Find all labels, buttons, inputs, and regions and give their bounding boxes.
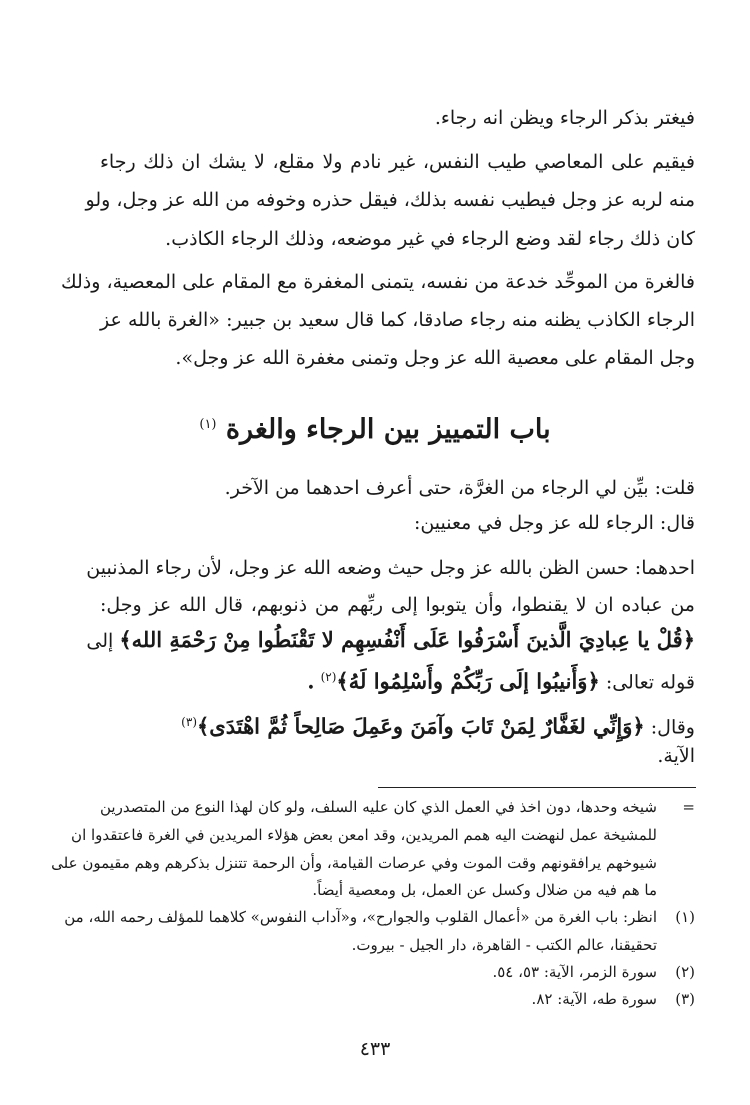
footnote-text: شيوخهم يرافقونهم وقت الموت وفي عرصات القيامة، وأن الرحمة تتنزل بذكرهم وهم مقيمون على xyxy=(51,854,657,872)
footnote-divider xyxy=(378,787,696,788)
verse-line xyxy=(100,661,695,693)
body-line: منه لربه عز وجل فيطيب نفسه بذلك، فيقل حذره وخوفه من الله عز وجل، ولو xyxy=(85,189,695,211)
footnote-text: تحقيقنا، عالم الكتب - القاهرة، دار الجيل - بيروت. xyxy=(351,936,657,954)
verse-intro: قوله تعالى: xyxy=(605,671,695,694)
footnote-text: شيخه وحدها، دون اخذ في العمل الذي كان عليه السلف، ولو كان لهذا النوع من المتصدرين xyxy=(100,798,657,816)
body-line: فيغتر بذكر الرجاء ويظن انه رجاء. xyxy=(434,107,695,129)
verse-intro: وقال: xyxy=(650,716,695,739)
footnote-text: سورة طه، الآية: ٨٢. xyxy=(531,990,657,1008)
body-line: الرجاء الكاذب يظنه منه رجاء صادقا، كما قال سعيد بن جبير: «الغرة بالله عز xyxy=(100,309,695,331)
body-line: احدهما: حسن الظن بالله عز وجل حيث وضعه الله عز وجل، لأن رجاء المذنبين xyxy=(86,557,695,579)
footnote-text: انظر: باب الغرة من «أعمال القلوب والجوارح»، و«آداب النفوس» كلاهما للمؤلف رحمه الله، من xyxy=(64,908,657,926)
footnote-line xyxy=(100,878,695,902)
quran-verse: ﴿قُلْ يا عِبادِيَ الَّذينَ أَسْرَفُوا عَلَى أَنْفُسِهِم لا تَقْنَطُوا مِنْ رَحْمَةِ الله﴾ xyxy=(119,627,695,652)
footnote-line xyxy=(100,960,695,984)
footnote-line xyxy=(100,795,695,819)
body-line: فيقيم على المعاصي طيب النفس، غير نادم ولا مقلع، لا يشك ان ذلك رجاء xyxy=(100,151,695,173)
verse-end: . xyxy=(307,668,315,694)
footnote-line xyxy=(100,933,695,957)
body-line: الآية. xyxy=(657,745,695,767)
heading-title: باب التمييز بين الرجاء والغرة xyxy=(225,414,551,445)
body-line: وجل المقام على معصية الله عز وجل وتمنى مغفرة الله عز وجل». xyxy=(175,347,695,369)
verse-line xyxy=(86,624,695,656)
footnote-ref: (١) xyxy=(199,417,217,432)
page-number: ٤٣٣ xyxy=(359,1038,391,1060)
question-line: قلت: بيِّن لي الرجاء من الغرَّة، حتى أعرف احدهما من الآخر. xyxy=(224,477,695,499)
footnote-number: (٣) xyxy=(675,990,695,1008)
answer-line: قال: الرجاء لله عز وجل في معنيين: xyxy=(413,512,695,534)
footnote-number: (١) xyxy=(675,908,695,926)
footnote-line xyxy=(64,905,695,929)
footnote-text: ما هم فيه من ضلال وكسل عن العمل، بل ومعصية أيضاً. xyxy=(312,881,657,899)
quran-verse: ﴿وَأَنيبُوا إلَى رَبِّكُمْ وأَسْلِمُوا لَهُ﴾ xyxy=(336,668,600,694)
continuation-mark: = xyxy=(682,798,695,816)
footnote-text: للمشيخة عمل لنهضت اليه همم المريدين، وقد امعن بعض هؤلاء المريدين في الغرة فاعتقدوا ان xyxy=(71,826,657,844)
body-line: كان ذلك رجاء لقد وضع الرجاء في غير موضعه، وذلك الرجاء الكاذب. xyxy=(165,228,695,250)
section-heading xyxy=(0,400,750,455)
verse-line xyxy=(100,706,695,738)
body-line: من عباده ان لا يقنطوا، وأن يتوبوا إلى ربِّهم من ذنوبهم، قال الله عز وجل: xyxy=(100,594,695,616)
footnote-ref: (٢) xyxy=(320,670,337,684)
footnote-text: سورة الزمر، الآية: ٥٣، ٥٤. xyxy=(492,963,657,981)
quran-verse: ﴿وَإِنِّي لغَفَّارٌ لِمَنْ تَابَ وآمَنَ وعَمِلَ صَالِحاً ثُمَّ اهْتَدَى﴾ xyxy=(197,713,645,739)
footnote-ref: (٣) xyxy=(181,715,197,729)
footnote-number: (٢) xyxy=(675,963,695,981)
body-line: فالغرة من الموحِّد خدعة من نفسه، يتمنى المغفرة مع المقام على المعصية، وذلك xyxy=(60,271,695,293)
footnote-line xyxy=(100,987,695,1011)
footnote-line xyxy=(71,823,695,847)
verse-continuation: إلى xyxy=(86,630,114,652)
footnote-line xyxy=(51,851,695,875)
